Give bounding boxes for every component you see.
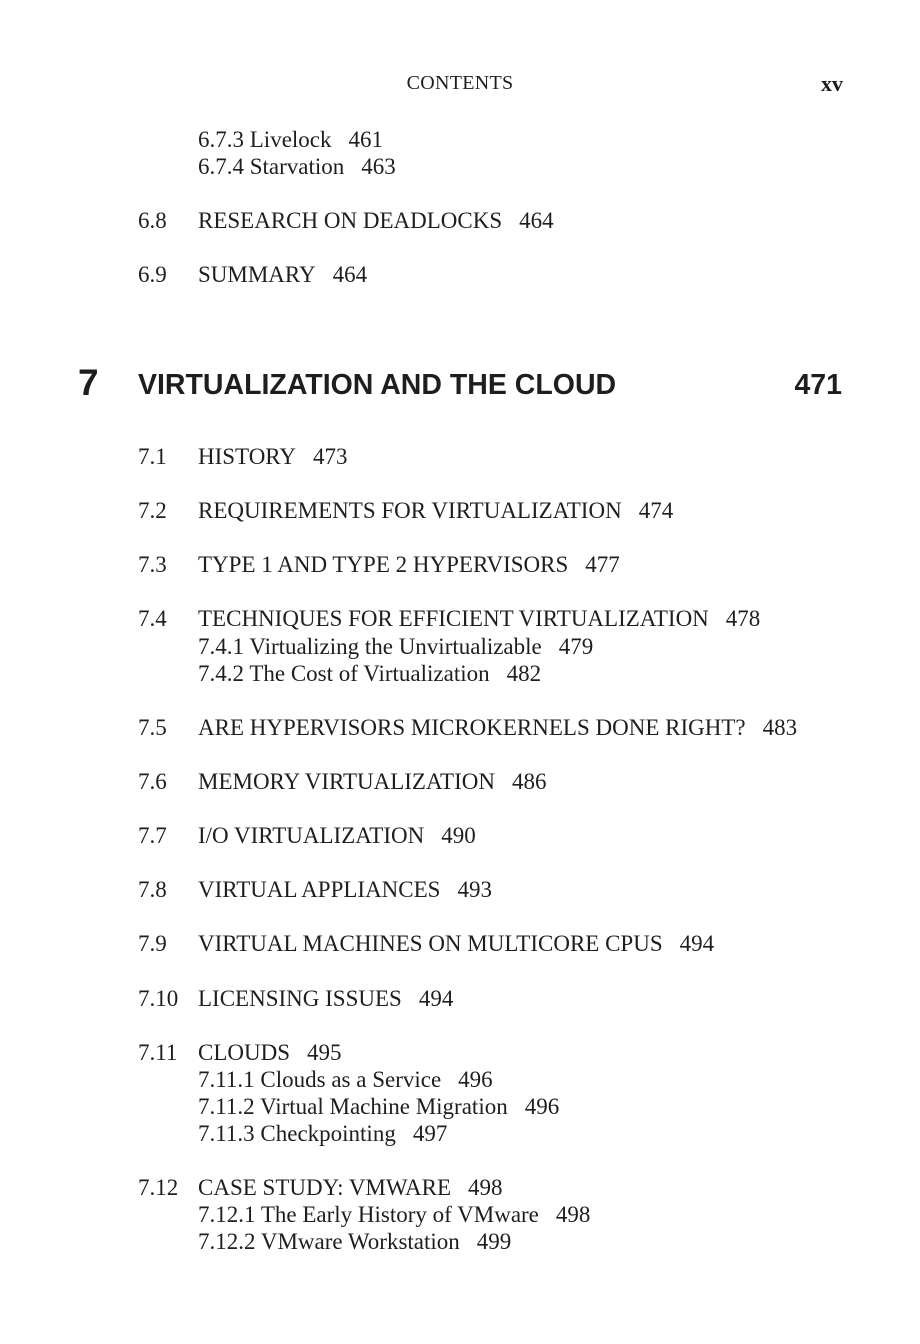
toc-entry-page: 479 bbox=[558, 634, 594, 659]
toc-subentry bbox=[198, 1066, 493, 1093]
toc-entry-page: 498 bbox=[555, 1202, 591, 1227]
toc-subentry bbox=[198, 1228, 511, 1255]
toc-entry bbox=[198, 551, 620, 578]
toc-entry-page: 494 bbox=[679, 931, 715, 956]
toc-entry-page: 473 bbox=[313, 444, 348, 469]
toc-entry bbox=[198, 605, 760, 632]
toc-entry-title: 7.4.1 Virtualizing the Unvirtualizable bbox=[198, 634, 542, 659]
toc-entry-page: 483 bbox=[762, 715, 798, 740]
toc-entry-page: 496 bbox=[458, 1067, 493, 1092]
chapter-title: VIRTUALIZATION AND THE CLOUD bbox=[138, 369, 617, 401]
toc-entry bbox=[198, 207, 554, 234]
toc-entry bbox=[198, 443, 348, 470]
toc-entry-title: CLOUDS bbox=[198, 1040, 291, 1065]
toc-entry-page: 493 bbox=[457, 877, 492, 902]
toc-entry-number: 7.4 bbox=[138, 606, 167, 631]
toc-entry-number: 7.5 bbox=[138, 715, 167, 740]
toc-entry-number: 6.9 bbox=[138, 262, 167, 287]
toc-entry-title: CASE STUDY: VMWARE bbox=[198, 1175, 452, 1200]
toc-subentry bbox=[198, 633, 593, 660]
chapter-number: 7 bbox=[78, 362, 99, 403]
toc-entry-title: SUMMARY bbox=[198, 262, 316, 287]
running-header-title: CONTENTS bbox=[406, 72, 514, 94]
page-number: xv bbox=[821, 71, 843, 96]
toc-entry-page: 495 bbox=[307, 1040, 342, 1065]
toc-entry-page: 464 bbox=[519, 208, 554, 233]
toc-entry-title: HISTORY bbox=[198, 444, 296, 469]
toc-entry-title: REQUIREMENTS FOR VIRTUALIZATION bbox=[198, 498, 622, 523]
toc-entry-title: 6.7.3 Livelock bbox=[198, 127, 332, 152]
toc-entry bbox=[198, 876, 492, 903]
toc-entry-page: 461 bbox=[348, 127, 383, 152]
chapter-page: 471 bbox=[794, 369, 842, 401]
toc-entry-title: 7.12.1 The Early History of VMware bbox=[198, 1202, 539, 1227]
toc-entry-title: TYPE 1 AND TYPE 2 HYPERVISORS bbox=[198, 552, 569, 577]
toc-entry-number: 7.11 bbox=[138, 1040, 178, 1065]
toc-entry-title: I/O VIRTUALIZATION bbox=[198, 823, 425, 848]
toc-entry-title: VIRTUAL MACHINES ON MULTICORE CPUS bbox=[198, 931, 663, 956]
toc-entry-page: 478 bbox=[725, 606, 761, 631]
toc-entry-number: 7.2 bbox=[138, 498, 167, 523]
toc-subentry bbox=[198, 1201, 590, 1228]
toc-entry-page: 490 bbox=[441, 823, 476, 848]
toc-entry bbox=[198, 1039, 342, 1066]
toc-entry bbox=[198, 822, 476, 849]
toc-entry-page: 486 bbox=[511, 769, 547, 794]
toc-entry-number: 7.6 bbox=[138, 769, 167, 794]
toc-entry-page: 474 bbox=[638, 498, 674, 523]
toc-entry-title: 7.12.2 VMware Workstation bbox=[198, 1229, 460, 1254]
toc-entry-title: 7.4.2 The Cost of Virtualization bbox=[198, 661, 490, 686]
toc-entry-title: VIRTUAL APPLIANCES bbox=[198, 877, 441, 902]
toc-subentry bbox=[198, 1093, 559, 1120]
toc-entry-page: 498 bbox=[468, 1175, 503, 1200]
toc-entry-number: 7.7 bbox=[138, 823, 167, 848]
toc-entry-number: 7.9 bbox=[138, 931, 167, 956]
toc-entry-title: 6.7.4 Starvation bbox=[198, 154, 345, 179]
toc-subentry bbox=[198, 153, 396, 180]
toc-entry bbox=[198, 1174, 503, 1201]
toc-entry bbox=[198, 768, 546, 795]
toc-entry-number: 6.8 bbox=[138, 208, 167, 233]
toc-entry-title: 7.11.2 Virtual Machine Migration bbox=[198, 1094, 508, 1119]
toc-entry-title: ARE HYPERVISORS MICROKERNELS DONE RIGHT? bbox=[198, 715, 746, 740]
toc-entry-number: 7.1 bbox=[138, 444, 167, 469]
toc-entry-title: MEMORY VIRTUALIZATION bbox=[198, 769, 495, 794]
toc-entry-page: 499 bbox=[476, 1229, 512, 1254]
toc-subentry bbox=[198, 660, 541, 687]
toc-entry-page: 477 bbox=[585, 552, 620, 577]
toc-entry-number: 7.10 bbox=[138, 986, 179, 1011]
toc-entry bbox=[198, 985, 453, 1012]
toc-entry bbox=[198, 714, 797, 741]
toc-subentry bbox=[198, 126, 383, 153]
toc-entry-title: 7.11.1 Clouds as a Service bbox=[198, 1067, 442, 1092]
toc-entry-number: 7.3 bbox=[138, 552, 167, 577]
toc-entry-page: 497 bbox=[412, 1121, 448, 1146]
toc-entry-title: LICENSING ISSUES bbox=[198, 986, 402, 1011]
toc-entry-number: 7.8 bbox=[138, 877, 167, 902]
toc-entry-title: 7.11.3 Checkpointing bbox=[198, 1121, 396, 1146]
toc-entry bbox=[198, 930, 714, 957]
toc-entry-number: 7.12 bbox=[138, 1175, 179, 1200]
toc-entry bbox=[198, 497, 673, 524]
toc-subentry bbox=[198, 1120, 447, 1147]
toc-entry-page: 496 bbox=[524, 1094, 560, 1119]
toc-entry-page: 463 bbox=[361, 154, 396, 179]
toc-entry-page: 464 bbox=[332, 262, 368, 287]
toc-entry bbox=[198, 261, 367, 288]
toc-entry-page: 494 bbox=[418, 986, 454, 1011]
toc-entry-page: 482 bbox=[506, 661, 542, 686]
toc-entry-title: TECHNIQUES FOR EFFICIENT VIRTUALIZATION bbox=[198, 606, 709, 631]
toc-entry-title: RESEARCH ON DEADLOCKS bbox=[198, 208, 503, 233]
